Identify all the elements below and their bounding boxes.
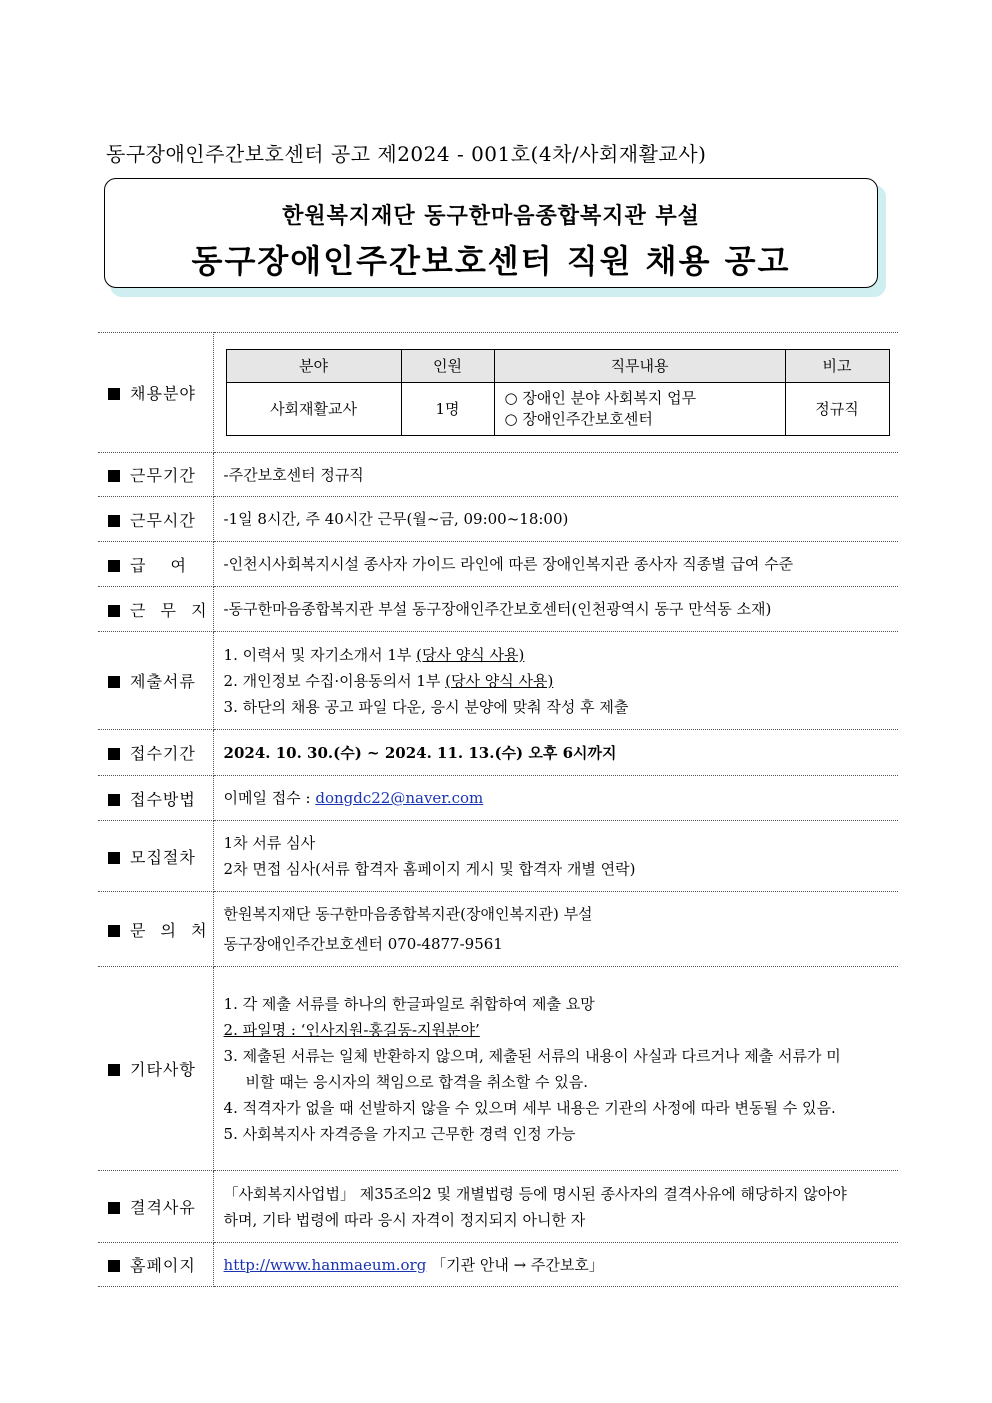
row-value: 2024. 10. 30.(수) ~ 2024. 11. 13.(수) 오후 6시까지 [213,730,898,776]
row-work-hours [98,497,898,542]
square-bullet-icon [108,1260,120,1272]
row-reception-method [98,776,898,821]
square-bullet-icon [108,748,120,760]
etc-item: 5. 사회복지사 자격증을 가지고 근무한 경력 인정 가능 [223,1124,576,1143]
col-header-note: 비고 [785,350,889,383]
recruit-data-row [226,383,889,436]
row-value [213,632,898,730]
row-disqualification [98,1171,898,1243]
notice-number: 동구장애인주간보호센터 공고 제2024 - 001호(4차/사회재활교사) [106,142,707,166]
row-value [213,1171,898,1243]
row-value: 이메일 접수 : dongdc22@naver.com [213,776,898,821]
document-item: 3. 하단의 채용 공고 파일 다운, 응시 분양에 맞춰 작성 후 제출 [223,697,629,716]
square-bullet-icon [108,515,120,527]
cell-note: 정규직 [785,383,889,436]
row-work-period [98,453,898,497]
row-label: 홈페이지 [98,1243,213,1287]
recruitment-table [98,332,898,1287]
title-line-1: 한원복지재단 동구한마음종합복지관 부설 [282,204,700,229]
row-label: 기타사항 [98,967,213,1171]
email-link[interactable]: dongdc22@naver.com [315,789,484,807]
duty-item: ○ 장애인주간보호센터 [504,410,653,428]
row-location [98,587,898,632]
procedure-step: 2차 면접 심사(서류 합격자 홈페이지 게시 및 합격자 개별 연락) [223,860,636,878]
square-bullet-icon [108,1202,120,1214]
col-header-field: 분야 [226,350,401,383]
title-box [104,178,878,288]
row-value: -1일 8시간, 주 40시간 근무(월~금, 09:00~18:00) [213,497,898,542]
row-label: 근무시간 [98,497,213,542]
col-header-duty: 직무내용 [494,350,785,383]
cell-duty [494,383,785,436]
cell-count: 1명 [401,383,494,436]
row-procedure [98,821,898,892]
square-bullet-icon [108,852,120,864]
etc-item: 1. 각 제출 서류를 하나의 한글파일로 취합하여 제출 요망 [223,994,595,1013]
row-value [213,821,898,892]
square-bullet-icon [108,925,120,937]
cell-field: 사회재활교사 [226,383,401,436]
recruit-detail-table [226,349,890,436]
etc-item: 2. 파일명 : ‘인사지원-홍길동-지원분야’ [223,1020,480,1039]
square-bullet-icon [108,794,120,806]
square-bullet-icon [108,1064,120,1076]
homepage-link[interactable]: http://www.hanmaeum.org [223,1255,427,1274]
row-label: 접수기간 [98,730,213,776]
title-banner [104,178,884,294]
row-value: http://www.hanmaeum.org 「기관 안내 → 주간보호」 [213,1243,898,1287]
square-bullet-icon [108,605,120,617]
square-bullet-icon [108,560,120,572]
row-recruit-field [98,333,898,453]
row-label: 모집절차 [98,821,213,892]
etc-item: 4. 적격자가 없을 때 선발하지 않을 수 있으며 세부 내용은 기관의 사정에 따라 변동될 수 있음. [223,1098,836,1117]
col-header-count: 인원 [401,350,494,383]
page-title: 동구장애인주간보호센터 직원 채용 공고 [191,242,791,280]
disqual-line: 「사회복지사업법」 제35조의2 및 개별법령 등에 명시된 종사자의 결격사유에 해당하지 않아야 [223,1184,847,1203]
square-bullet-icon [108,470,120,482]
row-value: -주간보호센터 정규직 [213,453,898,497]
row-salary [98,542,898,587]
row-homepage [98,1243,898,1287]
row-label: 제출서류 [98,632,213,730]
document-item: 2. 개인정보 수집·이용동의서 1부 (당사 양식 사용) [223,671,554,690]
row-label: 채용분야 [98,333,213,453]
duty-item: ○ 장애인 분야 사회복지 업무 [504,389,697,407]
disqual-line: 하며, 기타 법령에 따라 응시 자격이 정지되지 아니한 자 [223,1210,586,1229]
document-item: 1. 이력서 및 자기소개서 1부 (당사 양식 사용) [223,645,525,664]
row-value [213,967,898,1171]
row-label: 근 무 지 [98,587,213,632]
row-value: -동구한마음종합복지관 부설 동구장애인주간보호센터(인천광역시 동구 만석동 소재) [213,587,898,632]
row-label: 급 여 [98,542,213,587]
contact-line: 한원복지재단 동구한마음종합복지관(장애인복지관) 부설 [223,905,593,923]
etc-item: 3. 제출된 서류는 일체 반환하지 않으며, 제출된 서류의 내용이 사실과 다르거나 제출 서류가 미 [223,1046,841,1065]
row-label: 문 의 처 [98,892,213,967]
row-label: 결격사유 [98,1171,213,1243]
row-contact [98,892,898,967]
contact-line: 동구장애인주간보호센터 070-4877-9561 [223,935,503,953]
row-label: 접수방법 [98,776,213,821]
row-etc [98,967,898,1171]
procedure-step: 1차 서류 심사 [223,834,316,852]
row-documents [98,632,898,730]
row-value [213,333,898,453]
row-value [213,892,898,967]
etc-item: 비할 때는 응시자의 책임으로 합격을 취소할 수 있음. [245,1072,588,1091]
row-label: 근무기간 [98,453,213,497]
row-reception-period [98,730,898,776]
row-value: -인천시사회복지시설 종사자 가이드 라인에 따른 장애인복지관 종사자 직종별 급여 수준 [213,542,898,587]
recruit-header-row [226,350,889,383]
square-bullet-icon [108,676,120,688]
square-bullet-icon [108,388,120,400]
